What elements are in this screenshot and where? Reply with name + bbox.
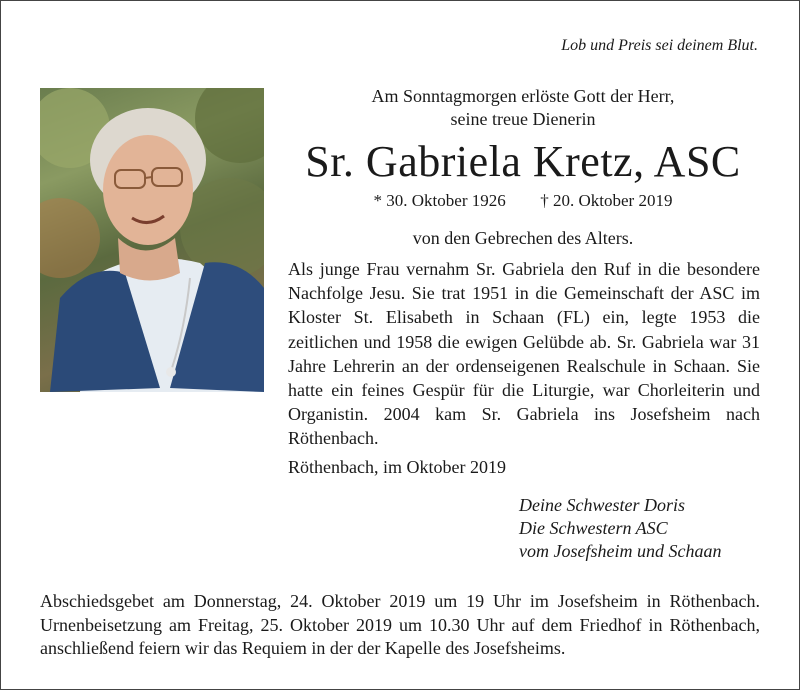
deceased-name: Sr. Gabriela Kretz, ASC xyxy=(305,137,741,186)
signature-line-3: vom Josefsheim und Schaan xyxy=(519,541,722,561)
place-date: Röthenbach, im Oktober 2019 xyxy=(288,457,506,477)
birth-date: 30. Oktober 1926 xyxy=(386,191,506,210)
death-date: 20. Oktober 2019 xyxy=(553,191,673,210)
birth-symbol: * xyxy=(373,191,383,210)
life-dates xyxy=(288,190,758,212)
death-symbol: † xyxy=(540,191,549,210)
service-details: Abschiedsgebet am Donnerstag, 24. Oktober 2019 um 19 Uhr im Josefsheim in Röthenbach. Urnenbeisetzung am Freitag, 25. Oktober 2019 um 10.30 Uhr auf dem Friedhof in Röthenbach, anschließend feiern wir das Requiem in der der Kapelle des Josefsheims. xyxy=(40,591,760,658)
intro-line-2: seine treue Dienerin xyxy=(450,109,596,129)
motto: Lob und Preis sei deinem Blut. xyxy=(561,37,758,54)
signature-line-2: Die Schwestern ASC xyxy=(519,518,668,538)
portrait-photo xyxy=(40,88,264,392)
intro-line-1: Am Sonntagmorgen erlöste Gott der Herr, xyxy=(371,86,675,106)
signature-block xyxy=(519,494,721,563)
biography-paragraph: Als junge Frau vernahm Sr. Gabriela den Ruf in die besondere Nachfolge Jesu. Sie trat 1951 in die Gemeinschaft der ASC im Kloster St. Elisabeth in Schaan (FL) ein, legte 1953 die zeitlichen und 1958 die ewigen Gelübde ab. Sr. Gabriela war 31 Jahre Lehrerin an der ordenseigenen Realschule in Schaan. Sie hatte ein feines Gespür für die Liturgie, war Chorleiterin und Organistin. 2004 kam Sr. Gabriela ins Josefsheim nach Röthenbach. xyxy=(288,259,760,449)
cause-of-death: von den Gebrechen des Alters. xyxy=(412,228,634,248)
intro-text xyxy=(288,85,758,131)
signature-line-1: Deine Schwester Doris xyxy=(519,495,685,515)
